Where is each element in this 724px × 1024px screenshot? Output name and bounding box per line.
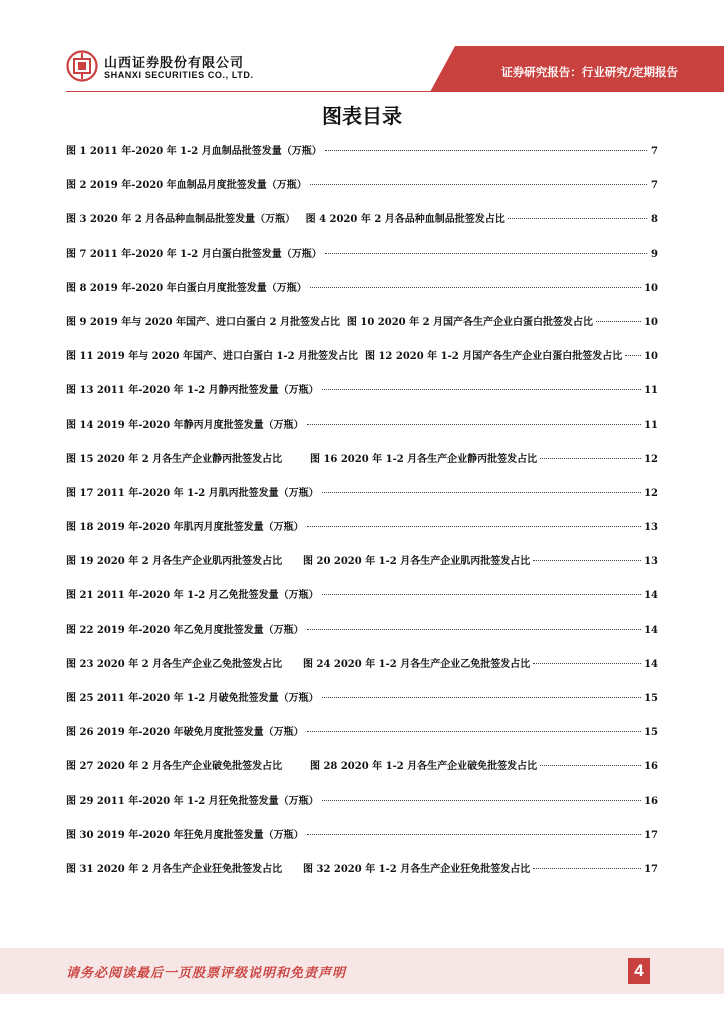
toc-entry-label: 图 30 2019 年-2020 年狂免月度批签发量（万瓶）: [66, 829, 304, 841]
toc-leader-dots: [325, 150, 647, 151]
footer-disclaimer: 请务必阅读最后一页股票评级说明和免责声明: [66, 966, 347, 981]
toc-leader-dots: [625, 355, 641, 356]
toc-entry[interactable]: [66, 279, 658, 313]
toc-entry-page: 7: [651, 180, 658, 192]
toc-entry-label: 图 17 2011 年-2020 年 1-2 月肌丙批签发量（万瓶）: [66, 487, 319, 499]
toc-leader-dots: [307, 629, 641, 630]
toc-entry-label: 图 25 2011 年-2020 年 1-2 月破免批签发量（万瓶）: [66, 693, 319, 704]
toc-leader-dots: [325, 253, 647, 254]
toc-entry[interactable]: [66, 689, 658, 723]
toc-entry-label: 图 22 2019 年-2020 年乙免月度批签发量（万瓶）: [66, 624, 304, 636]
toc-entry-label: 图 21 2011 年-2020 年 1-2 月乙免批签发量（万瓶）: [66, 590, 319, 602]
toc-entry-page: 11: [644, 385, 658, 397]
header-divider: [66, 91, 664, 92]
toc-entry[interactable]: [66, 860, 658, 894]
toc-leader-dots: [596, 321, 641, 322]
toc-entry[interactable]: [66, 142, 658, 176]
toc-entry-page: 10: [644, 316, 658, 328]
toc-entry-page: 11: [644, 419, 658, 431]
toc-entry-label: 图 15 2020 年 2 月各生产企业静丙批签发占比 图 16 2020 年 1-2 月各生产企业静丙批签发占比: [66, 453, 538, 465]
toc-entry[interactable]: [66, 450, 658, 484]
toc-entry[interactable]: [66, 484, 658, 518]
page-number: 4: [628, 958, 650, 984]
toc-leader-dots: [533, 560, 641, 561]
toc-entry[interactable]: [66, 210, 658, 244]
toc-leader-dots: [322, 697, 641, 698]
toc-entry[interactable]: [66, 552, 658, 586]
toc-entry-page: 14: [644, 624, 658, 636]
company-name-cn: 山西证券股份有限公司: [104, 56, 245, 71]
toc-entry[interactable]: [66, 826, 658, 860]
toc-entry[interactable]: [66, 416, 658, 450]
toc-entry-label: 图 8 2019 年-2020 年白蛋白月度批签发量（万瓶）: [66, 282, 307, 294]
toc-leader-dots: [540, 458, 641, 459]
toc-leader-dots: [310, 184, 647, 185]
toc-entry-label: 图 18 2019 年-2020 年肌丙月度批签发量（万瓶）: [66, 522, 304, 534]
toc-entry-label: 图 29 2011 年-2020 年 1-2 月狂免批签发量（万瓶）: [66, 795, 319, 807]
toc-entry-page: 10: [644, 351, 658, 363]
toc-leader-dots: [322, 492, 641, 493]
toc-entry[interactable]: [66, 586, 658, 620]
toc-entry-label: 图 23 2020 年 2 月各生产企业乙免批签发占比 图 24 2020 年 1-2 月各生产企业乙免批签发占比: [66, 658, 531, 670]
toc-leader-dots: [310, 287, 641, 288]
toc-entry-page: 17: [644, 863, 658, 875]
toc-entry-page: 16: [644, 795, 658, 807]
toc-leader-dots: [533, 868, 641, 869]
toc-entry-label: 图 26 2019 年-2020 年破免月度批签发量（万瓶）: [66, 727, 304, 739]
toc-entry[interactable]: [66, 792, 658, 826]
toc-entry-page: 13: [644, 556, 658, 568]
toc-entry-label: 图 2 2019 年-2020 年血制品月度批签发量（万瓶）: [66, 180, 307, 192]
report-type-label: 证券研究报告：行业研究/定期报告: [501, 65, 678, 79]
toc-entry-label: 图 7 2011 年-2020 年 1-2 月白蛋白批签发量（万瓶）: [66, 248, 322, 260]
toc-entry[interactable]: [66, 655, 658, 689]
toc-entry-label: 图 11 2019 年与 2020 年国产、进口白蛋白 1-2 月批签发占比 图 12 2020 年 1-2 月国产各生产企业白蛋白批签发占比: [66, 351, 623, 363]
table-of-figures: [66, 142, 658, 894]
toc-leader-dots: [322, 594, 641, 595]
toc-entry[interactable]: [66, 381, 658, 415]
toc-entry[interactable]: [66, 757, 658, 791]
toc-leader-dots: [540, 765, 641, 766]
toc-entry-page: 15: [644, 693, 658, 704]
page-title: 图表目录: [322, 104, 402, 128]
toc-entry-page: 12: [644, 453, 658, 465]
toc-entry-page: 7: [651, 146, 658, 157]
toc-entry-page: 13: [644, 522, 658, 534]
page-header: [0, 0, 724, 100]
toc-entry-label: 图 14 2019 年-2020 年静丙月度批签发量（万瓶）: [66, 419, 304, 431]
toc-entry[interactable]: [66, 621, 658, 655]
toc-entry[interactable]: [66, 347, 658, 381]
toc-entry-page: 8: [651, 214, 658, 226]
toc-entry-page: 14: [644, 658, 658, 670]
company-name-en: SHANXI SECURITIES CO., LTD.: [104, 70, 254, 80]
toc-leader-dots: [307, 424, 641, 425]
toc-entry-page: 16: [644, 761, 658, 773]
toc-entry[interactable]: [66, 723, 658, 757]
toc-entry-label: 图 3 2020 年 2 月各品种血制品批签发量（万瓶） 图 4 2020 年 2 月各品种血制品批签发占比: [66, 214, 505, 226]
toc-entry-page: 10: [644, 282, 658, 294]
toc-entry-page: 14: [644, 590, 658, 602]
toc-leader-dots: [322, 389, 641, 390]
toc-leader-dots: [307, 834, 641, 835]
toc-leader-dots: [307, 526, 641, 527]
toc-entry-label: 图 9 2019 年与 2020 年国产、进口白蛋白 2 月批签发占比 图 10 2020 年 2 月国产各生产企业白蛋白批签发占比: [66, 316, 594, 328]
toc-entry-page: 15: [644, 727, 658, 739]
toc-entry-label: 图 19 2020 年 2 月各生产企业肌丙批签发占比 图 20 2020 年 1-2 月各生产企业肌丙批签发占比: [66, 556, 531, 568]
toc-entry[interactable]: [66, 313, 658, 347]
toc-entry-label: 图 13 2011 年-2020 年 1-2 月静丙批签发量（万瓶）: [66, 385, 319, 397]
toc-entry[interactable]: [66, 176, 658, 210]
toc-entry-label: 图 31 2020 年 2 月各生产企业狂免批签发占比 图 32 2020 年 1-2 月各生产企业狂免批签发占比: [66, 863, 531, 875]
toc-entry-page: 12: [644, 487, 658, 499]
shanxi-securities-logo-icon: [66, 50, 98, 82]
toc-entry-page: 17: [644, 829, 658, 841]
toc-leader-dots: [307, 731, 641, 732]
toc-leader-dots: [533, 663, 641, 664]
toc-entry[interactable]: [66, 245, 658, 279]
toc-leader-dots: [322, 800, 641, 801]
toc-entry-page: 9: [651, 248, 658, 260]
toc-entry[interactable]: [66, 518, 658, 552]
toc-entry-label: 图 1 2011 年-2020 年 1-2 月血制品批签发量（万瓶）: [66, 146, 322, 157]
toc-leader-dots: [508, 218, 647, 219]
toc-entry-label: 图 27 2020 年 2 月各生产企业破免批签发占比 图 28 2020 年 1-2 月各生产企业破免批签发占比: [66, 761, 538, 773]
